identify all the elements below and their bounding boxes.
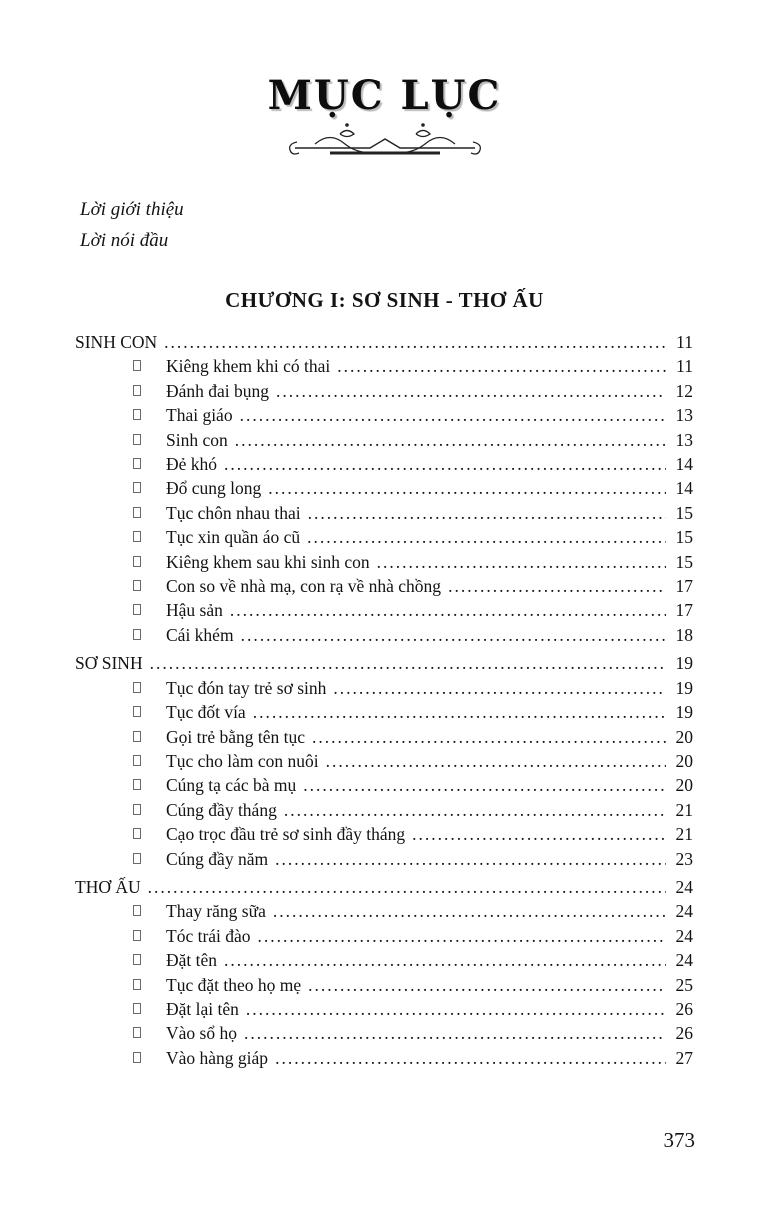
folio-page-number: 373: [663, 1128, 695, 1152]
dot-leader: [240, 403, 666, 427]
toc-label: Đặt lại tên: [166, 998, 239, 1019]
toc-page-number: 19: [675, 653, 693, 674]
dot-leader: [164, 330, 666, 354]
toc-page-number: 20: [675, 726, 693, 747]
toc-label: Tục xin quần áo cũ: [166, 527, 301, 548]
toc-section: [75, 330, 693, 354]
toc-entry: [75, 749, 693, 773]
toc-entry: [75, 598, 693, 622]
toc-section: [75, 651, 693, 675]
toc-label: Kiêng khem khi có thai: [166, 356, 331, 377]
dot-leader: [273, 899, 666, 923]
toc-label: Thai giáo: [166, 405, 233, 426]
toc-page-number: 13: [675, 429, 693, 450]
toc-label: Cạo trọc đầu trẻ sơ sinh đầy tháng: [166, 824, 406, 845]
toc-page-number: 11: [676, 356, 693, 377]
square-bullet-icon: [133, 1052, 141, 1063]
toc-page-number: 14: [675, 454, 693, 475]
toc-page-number: 26: [675, 1023, 693, 1044]
toc-page-number: 24: [675, 901, 693, 922]
square-bullet-icon: [133, 954, 141, 965]
square-bullet-icon: [133, 482, 141, 493]
dot-leader: [308, 973, 666, 997]
dot-leader: [275, 1046, 666, 1070]
square-bullet-icon: [133, 828, 141, 839]
dot-leader: [275, 847, 666, 871]
toc-entry: [75, 1046, 693, 1070]
square-bullet-icon: [133, 580, 141, 591]
toc-entry: [75, 501, 693, 525]
toc-label: Đổ cung long: [166, 478, 262, 499]
toc-label: Cúng đầy năm: [166, 848, 269, 869]
toc-label: Cái khém: [166, 624, 234, 645]
dot-leader: [246, 997, 666, 1021]
toc-page-number: 25: [675, 974, 693, 995]
chapter-heading: CHƯƠNG I: SƠ SINH - THƠ ẤU: [225, 288, 544, 312]
toc-entry: [75, 924, 693, 948]
toc-entry: [75, 1021, 693, 1045]
dot-leader: [303, 773, 666, 797]
square-bullet-icon: [133, 804, 141, 815]
square-bullet-icon: [133, 556, 141, 567]
dot-leader: [284, 798, 666, 822]
dot-leader: [224, 948, 666, 972]
toc-page-number: 20: [675, 750, 693, 771]
toc-entry: [75, 798, 693, 822]
toc-entry: [75, 550, 693, 574]
dot-leader: [268, 476, 666, 500]
toc-entry: [75, 379, 693, 403]
toc-label: THƠ ẤU: [75, 876, 141, 897]
toc-label: Tục chôn nhau thai: [166, 502, 301, 523]
dot-leader: [412, 822, 666, 846]
dot-leader: [224, 452, 666, 476]
square-bullet-icon: [133, 434, 141, 445]
toc-entry: [75, 428, 693, 452]
toc-entry: [75, 476, 693, 500]
toc-page-number: 21: [675, 799, 693, 820]
page-title: MỤC LỤC: [267, 72, 502, 119]
toc-entry: [75, 676, 693, 700]
toc-page-number: 17: [675, 600, 693, 621]
square-bullet-icon: [133, 604, 141, 615]
front-matter-list: [80, 194, 769, 256]
square-bullet-icon: [133, 853, 141, 864]
toc-label: Gọi trẻ bằng tên tục: [166, 726, 305, 747]
toc-page-number: 15: [675, 502, 693, 523]
toc-label: Tục đón tay trẻ sơ sinh: [166, 677, 327, 698]
dot-leader: [333, 676, 666, 700]
toc-page-number: 14: [675, 478, 693, 499]
toc-entry: [75, 822, 693, 846]
square-bullet-icon: [133, 979, 141, 990]
dot-leader: [235, 428, 666, 452]
dot-leader: [241, 623, 666, 647]
square-bullet-icon: [133, 731, 141, 742]
front-matter-item: Lời giới thiệu: [80, 199, 184, 220]
dot-leader: [253, 700, 666, 724]
toc-page-number: 12: [675, 380, 693, 401]
toc-entry: [75, 574, 693, 598]
toc-label: SƠ SINH: [75, 653, 143, 674]
toc-label: SINH CON: [75, 332, 158, 352]
dot-leader: [308, 501, 666, 525]
square-bullet-icon: [133, 1003, 141, 1014]
toc-page-number: 20: [675, 775, 693, 796]
toc-label: Tục đặt theo họ mẹ: [166, 974, 302, 995]
toc-label: Sinh con: [166, 429, 228, 450]
toc-label: Tục cho làm con nuôi: [166, 750, 319, 771]
dot-leader: [377, 550, 666, 574]
dot-leader: [148, 875, 666, 899]
dot-leader: [244, 1021, 666, 1045]
square-bullet-icon: [133, 755, 141, 766]
square-bullet-icon: [133, 779, 141, 790]
toc-entry: [75, 997, 693, 1021]
toc-page-number: 18: [675, 624, 693, 645]
toc-page-number: 19: [675, 677, 693, 698]
toc-label: Hậu sản: [166, 600, 223, 621]
dot-leader: [276, 379, 666, 403]
square-bullet-icon: [133, 629, 141, 640]
toc-page-number: 17: [675, 576, 693, 597]
square-bullet-icon: [133, 531, 141, 542]
square-bullet-icon: [133, 1027, 141, 1038]
square-bullet-icon: [133, 409, 141, 420]
square-bullet-icon: [133, 458, 141, 469]
toc-page-number: 21: [675, 824, 693, 845]
toc-page-number: 24: [675, 950, 693, 971]
toc-label: Đánh đai bụng: [166, 380, 270, 401]
square-bullet-icon: [133, 706, 141, 717]
toc-label: Con so về nhà mạ, con rạ về nhà chồng: [166, 576, 442, 597]
toc-entry: [75, 354, 693, 378]
toc-label: Tóc trái đào: [166, 925, 251, 946]
toc-page-number: 11: [676, 332, 693, 352]
toc-entry: [75, 773, 693, 797]
toc-page-number: 24: [675, 876, 693, 897]
toc-entry: [75, 725, 693, 749]
toc-label: Kiêng khem sau khi sinh con: [166, 551, 370, 572]
toc-page-number: 19: [675, 702, 693, 723]
toc-entry: [75, 623, 693, 647]
toc-page-number: 13: [675, 405, 693, 426]
toc-entry: [75, 973, 693, 997]
flourish-divider-icon: [285, 120, 485, 160]
toc-label: Đặt tên: [166, 950, 218, 971]
toc-label: Cúng đầy tháng: [166, 799, 277, 820]
square-bullet-icon: [133, 682, 141, 693]
square-bullet-icon: [133, 930, 141, 941]
dot-leader: [326, 749, 666, 773]
toc-entry: [75, 847, 693, 871]
dot-leader: [307, 525, 666, 549]
toc-entry: [75, 948, 693, 972]
dot-leader: [337, 354, 666, 378]
square-bullet-icon: [133, 360, 141, 371]
square-bullet-icon: [133, 507, 141, 518]
square-bullet-icon: [133, 385, 141, 396]
toc-label: Cúng tạ các bà mụ: [166, 775, 297, 796]
toc-label: Thay răng sữa: [166, 901, 266, 922]
toc-label: Vào sổ họ: [166, 1023, 237, 1044]
dot-leader: [150, 651, 666, 675]
toc-list: [75, 330, 693, 1070]
toc-label: Tục đốt vía: [166, 702, 246, 723]
toc-page-number: 26: [675, 998, 693, 1019]
toc-entry: [75, 899, 693, 923]
toc-page-number: 27: [675, 1047, 693, 1068]
front-matter-item: Lời nói đầu: [80, 230, 169, 251]
toc-entry: [75, 525, 693, 549]
toc-page-number: 24: [675, 925, 693, 946]
toc-section: [75, 875, 693, 899]
toc-entry: [75, 403, 693, 427]
dot-leader: [448, 574, 666, 598]
toc-page-number: 15: [675, 527, 693, 548]
toc-label: Đẻ khó: [166, 454, 218, 475]
dot-leader: [230, 598, 666, 622]
toc-page-number: 23: [675, 848, 693, 869]
toc-entry: [75, 700, 693, 724]
square-bullet-icon: [133, 905, 141, 916]
toc-entry: [75, 452, 693, 476]
dot-leader: [312, 725, 666, 749]
toc-label: Vào hàng giáp: [166, 1047, 269, 1068]
toc-page-number: 15: [675, 551, 693, 572]
dot-leader: [258, 924, 666, 948]
